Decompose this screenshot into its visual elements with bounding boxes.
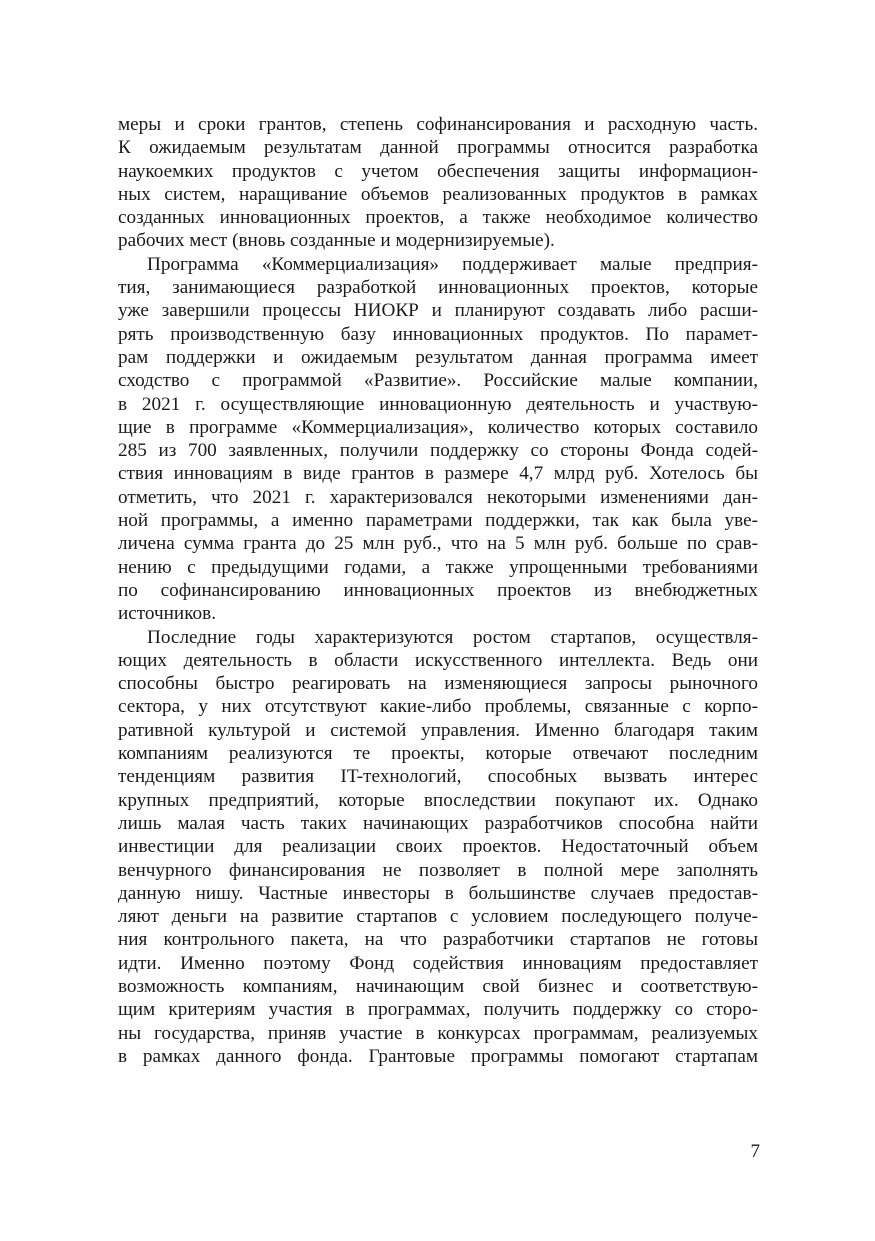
text-line: ющих деятельность в области искусственного интеллекта. Ведь они bbox=[118, 649, 758, 671]
text-line: созданных инновационных проектов, а также необходимое количество bbox=[118, 207, 758, 229]
text-line: рять производственную базу инновационных продуктов. По парамет- bbox=[118, 323, 758, 345]
text-line: личена сумма гранта до 25 млн руб., что на 5 млн руб. больше по срав- bbox=[118, 533, 758, 555]
text-line: рабочих мест (вновь созданные и модернизируемые). bbox=[118, 230, 555, 252]
text-line: тия, занимающиеся разработкой инновационных проектов, которые bbox=[118, 277, 758, 299]
text-line: щим критериям участия в программах, получить поддержку со сторо- bbox=[118, 999, 758, 1021]
text-line: ния контрольного пакета, на что разработчики стартапов не готовы bbox=[118, 929, 758, 951]
text-line: инвестиции для реализации своих проектов. Недостаточный объем bbox=[118, 836, 758, 858]
text-line: К ожидаемым результатам данной программы относится разработка bbox=[118, 137, 758, 159]
text-line: наукоемких продуктов с учетом обеспечения защиты информацион- bbox=[118, 160, 758, 182]
text-line: нению с предыдущими годами, а также упрощенными требованиями bbox=[118, 556, 758, 578]
text-line: ных систем, наращивание объемов реализованных продуктов в рамках bbox=[118, 183, 758, 205]
text-line: 285 из 700 заявленных, получили поддержку со стороны Фонда содей- bbox=[118, 440, 758, 462]
text-line: щие в программе «Коммерциализация», количество которых составило bbox=[118, 416, 758, 438]
paragraph bbox=[118, 626, 758, 1069]
text-line: сходство с программой «Развитие». Российские малые компании, bbox=[118, 370, 758, 392]
text-line: идти. Именно поэтому Фонд содействия инновациям предоставляет bbox=[118, 952, 758, 974]
text-line: уже завершили процессы НИОКР и планируют создавать либо расши- bbox=[118, 300, 758, 322]
text-line: ны государства, приняв участие в конкурсах программам, реализуемых bbox=[118, 1022, 758, 1044]
text-line: ствия инновациям в виде грантов в размере 4,7 млрд руб. Хотелось бы bbox=[118, 463, 758, 485]
text-line: крупных предприятий, которые впоследствии покупают их. Однако bbox=[118, 789, 758, 811]
text-line: сектора, у них отсутствуют какие-либо проблемы, связанные с корпо- bbox=[118, 696, 758, 718]
text-line: в рамках данного фонда. Грантовые программы помогают стартапам bbox=[118, 1045, 758, 1067]
text-line: рам поддержки и ожидаемым результатом данная программа имеет bbox=[118, 346, 758, 368]
paragraph bbox=[118, 253, 758, 626]
text-line: компаниям реализуются те проекты, которые отвечают последним bbox=[118, 743, 758, 765]
text-line: ративной культурой и системой управления. Именно благодаря таким bbox=[118, 719, 758, 741]
text-line: лишь малая часть таких начинающих разработчиков способна найти bbox=[118, 812, 758, 834]
page-number: 7 bbox=[750, 1141, 760, 1162]
text-line: ляют деньги на развитие стартапов с условием последующего получе- bbox=[118, 906, 758, 928]
text-line: Последние годы характеризуются ростом стартапов, осуществля- bbox=[147, 626, 758, 648]
text-line: способны быстро реагировать на изменяющиеся запросы рыночного bbox=[118, 673, 758, 695]
text-line: в 2021 г. осуществляющие инновационную деятельность и участвую- bbox=[118, 393, 758, 415]
text-line: данную нишу. Частные инвесторы в большинстве случаев предостав- bbox=[118, 882, 758, 904]
paragraph bbox=[118, 113, 758, 253]
text-line: меры и сроки грантов, степень софинансирования и расходную часть. bbox=[118, 114, 758, 135]
text-line: венчурного финансирования не позволяет в полной мере заполнять bbox=[118, 859, 758, 881]
text-line: возможность компаниям, начинающим свой бизнес и соответствую- bbox=[118, 975, 758, 997]
text-line: тенденциям развития IT-технологий, способных вызвать интерес bbox=[118, 766, 758, 788]
text-line: Программа «Коммерциализация» поддерживает малые предприя- bbox=[147, 253, 758, 275]
text-line: отметить, что 2021 г. характеризовался некоторыми изменениями дан- bbox=[118, 486, 758, 508]
text-line: ной программы, а именно параметрами поддержки, так как была уве- bbox=[118, 510, 758, 532]
text-line: источников. bbox=[118, 603, 216, 625]
body-text bbox=[118, 113, 758, 1068]
text-line: по софинансированию инновационных проектов из внебюджетных bbox=[118, 579, 758, 601]
